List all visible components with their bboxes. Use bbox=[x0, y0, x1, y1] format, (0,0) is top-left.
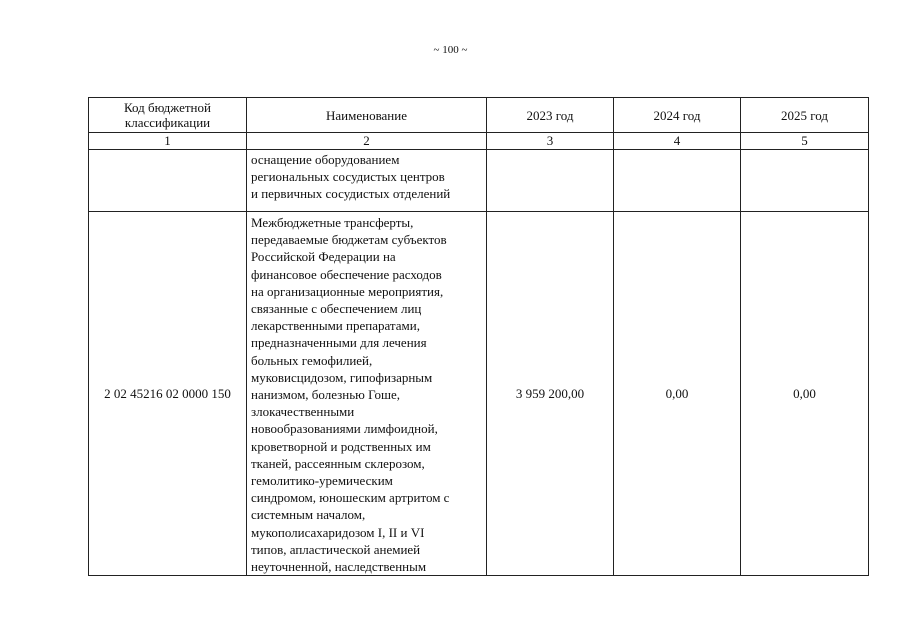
item-name-line: муковисцидозом, гипофизарным bbox=[251, 369, 433, 385]
item-name-line: предназначенными для лечения bbox=[251, 335, 427, 351]
column-number: 3 bbox=[487, 133, 614, 150]
header-code: Код бюджетной классификации bbox=[89, 98, 247, 133]
column-number: 2 bbox=[247, 133, 487, 150]
item-name-line: передаваемые бюджетам субъектов bbox=[251, 232, 447, 248]
item-name-line: типов, апластической анемией bbox=[251, 541, 421, 557]
column-number: 5 bbox=[741, 133, 869, 150]
item-name-line: связанные с обеспечением лиц bbox=[251, 301, 422, 317]
budget-code-cell: 2 02 45216 02 0000 150 bbox=[89, 212, 247, 576]
header-2024: 2024 год bbox=[614, 98, 741, 133]
budget-code-cell bbox=[89, 150, 247, 212]
item-name-line: системным началом, bbox=[251, 507, 366, 523]
header-name: Наименование bbox=[247, 98, 487, 133]
value-2023-cell: 3 959 200,00 bbox=[487, 212, 614, 576]
item-name-line: оснащение оборудованием bbox=[251, 152, 400, 167]
item-name-line: злокачественными bbox=[251, 404, 355, 420]
page-number: ~ 100 ~ bbox=[433, 44, 468, 56]
item-name-line: неуточненной, наследственным bbox=[251, 559, 427, 575]
column-number: 4 bbox=[614, 133, 741, 150]
item-name-line: Межбюджетные трансферты, bbox=[251, 215, 414, 230]
budget-table bbox=[88, 97, 869, 576]
column-number: 1 bbox=[89, 133, 247, 150]
table-row bbox=[89, 150, 869, 212]
header-2025: 2025 год bbox=[741, 98, 869, 133]
column-number-row bbox=[89, 133, 869, 150]
value-2023-cell bbox=[487, 150, 614, 212]
item-name-cell bbox=[247, 212, 487, 576]
item-name-line: нанизмом, болезнью Гоше, bbox=[251, 387, 401, 403]
table-row bbox=[89, 212, 869, 576]
item-name-line: Российской Федерации на bbox=[251, 249, 396, 265]
item-name-line: больных гемофилией, bbox=[251, 352, 373, 368]
item-name-line: тканей, рассеянным склерозом, bbox=[251, 455, 425, 471]
value-2025-cell: 0,00 bbox=[741, 212, 869, 576]
value-2025-cell bbox=[741, 150, 869, 212]
value-2024-cell: 0,00 bbox=[614, 212, 741, 576]
item-name-line: на организационные мероприятия, bbox=[251, 283, 444, 299]
table-header-row bbox=[89, 98, 869, 133]
item-name-cell bbox=[247, 150, 487, 212]
item-name-line: и первичных сосудистых отделений bbox=[251, 186, 451, 202]
item-name-line: региональных сосудистых центров bbox=[251, 169, 445, 185]
item-name-line: мукополисахаридозом I, II и VI bbox=[251, 524, 425, 540]
item-name-line: новообразованиями лимфоидной, bbox=[251, 421, 438, 437]
item-name-line: лекарственными препаратами, bbox=[251, 318, 420, 334]
item-name-line: гемолитико-уремическим bbox=[251, 473, 393, 489]
item-name-line: синдромом, юношеским артритом с bbox=[251, 490, 450, 506]
value-2024-cell bbox=[614, 150, 741, 212]
item-name-line: финансовое обеспечение расходов bbox=[251, 266, 442, 282]
item-name-line: кроветворной и родственных им bbox=[251, 438, 431, 454]
header-2023: 2023 год bbox=[487, 98, 614, 133]
